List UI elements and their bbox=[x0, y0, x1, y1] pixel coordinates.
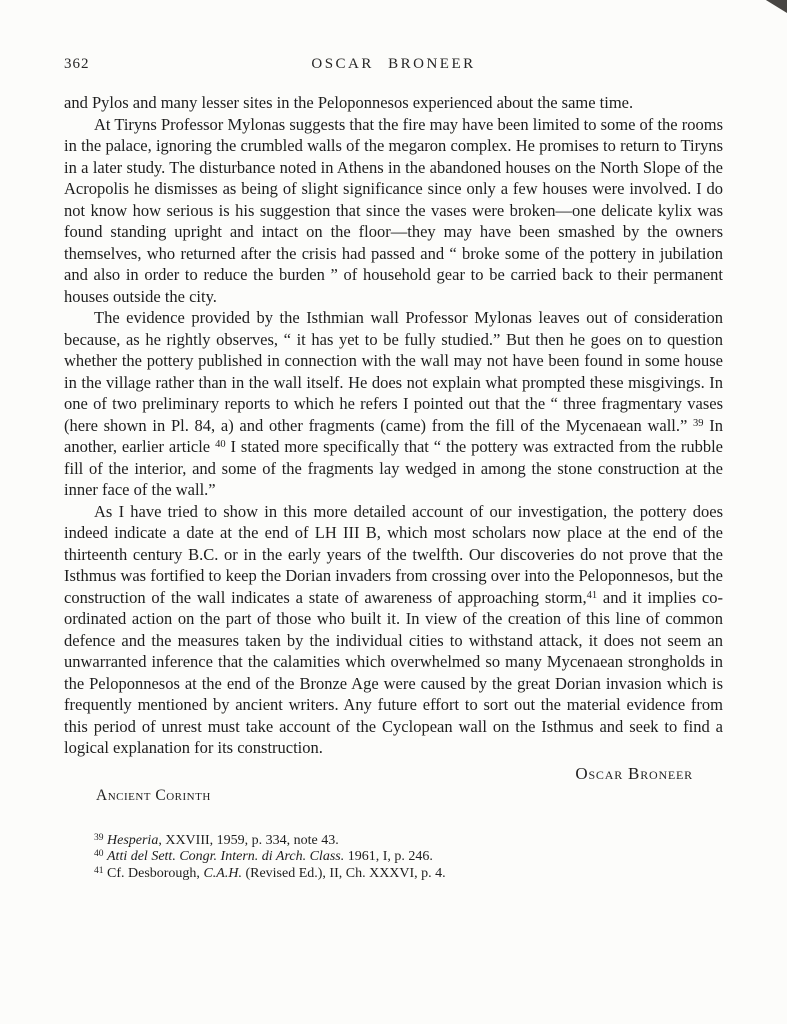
footnote-ref-40: 40 bbox=[215, 439, 226, 450]
paragraph-conclusion bbox=[64, 501, 723, 759]
page-number: 362 bbox=[64, 56, 90, 72]
footnote-italic-title: Hesperia bbox=[107, 832, 159, 848]
paragraph-text: As I have tried to show in this more detailed account of our investigation, the pottery does indeed indicate a date at the end of LH III B, which most scholars now place at the end of the thirteenth century B.C. or in the early years of the twelfth. Our discoveries do not prove that the Isthmus was fortified to keep the Dorian invaders from crossing over into the Peloponnesos, but the construction of the wall indicates a state of awareness of approaching storm, bbox=[64, 501, 723, 607]
footnote-text: (Revised Ed.), II, Ch. XXXVI, p. 4. bbox=[241, 866, 446, 882]
footnote-ref-39: 39 bbox=[693, 417, 704, 429]
footnote-41 bbox=[64, 866, 723, 883]
footnote-39 bbox=[64, 833, 723, 850]
page-content bbox=[64, 56, 723, 883]
footnote-italic-title: Atti del Sett. Congr. Intern. di Arch. Class. bbox=[107, 849, 345, 865]
footnote-40 bbox=[64, 849, 723, 866]
footnote-ref-41: 41 bbox=[586, 589, 598, 601]
author-affiliation: Ancient Corinth bbox=[96, 786, 211, 804]
running-header bbox=[64, 56, 723, 78]
paragraph-text: and it implies co-ordinated action on the part of those who built it. In view of the creation of this line of common defence and the measures taken by the individual cities to withstand attack, it does not seem an unwarranted inference that the calamities which overwhelmed so many Mycenaean strongholds in the Peloponnesos at the end of the Bronze Age were caused by the great Dorian invasion which is frequently mentioned by ancient writers. Any future effort to sort out the material evidence from this period of unrest must take account of the Cyclopean wall on the Isthmus and seek to find a logical explanation for its construction. bbox=[64, 587, 723, 757]
paragraph-tiryns: At Tiryns Professor Mylonas suggests that the fire may have been limited to some of the rooms in the palace, ignoring the crumbled walls of the megaron complex. He promises to return to Tiryns in a later study. The disturbance noted in Athens in the abandoned houses on the North Slope of the Acropolis he dismisses as being of slight significance since only a few houses were involved. I do not know how serious is his suggestion that since the vases were broken—one delicate kylix was found standing upright and intact on the floor—they may have been smashed by the owners themselves, who returned after the crisis had passed and “ broke some of the pottery in jubilation and also in order to reduce the burden ” of household gear to be carried back to their permanent houses outside the city. bbox=[64, 114, 723, 306]
footnote-text: Cf. Desborough, bbox=[103, 866, 204, 882]
scan-corner-artifact bbox=[763, 0, 787, 13]
footnote-marker: 39 bbox=[94, 832, 104, 843]
footnotes-section bbox=[64, 833, 723, 883]
paragraph-text: I stated more specifically that “ the pottery was extracted from the rubble fill of the interior, and some of the fragments lay wedged in among the stone construction at the inner face of the wall.” bbox=[64, 437, 723, 499]
footnote-marker: 41 bbox=[94, 866, 104, 877]
article-body bbox=[64, 92, 723, 759]
footnote-text: , XXVIII, 1959, p. 334, note 43. bbox=[158, 832, 339, 848]
footnote-marker: 40 bbox=[94, 849, 104, 860]
paragraph-text: In another, earlier article bbox=[64, 415, 723, 456]
running-head-title: OSCAR BRONEER bbox=[311, 56, 476, 72]
footnote-italic-title: C.A.H. bbox=[203, 866, 242, 882]
author-signature: Oscar Broneer bbox=[575, 763, 693, 783]
footnote-text: 1961, I, p. 246. bbox=[344, 849, 433, 865]
paragraph-text: The evidence provided by the Isthmian wall Professor Mylonas leaves out of consideration because, as he rightly observes, “ it has yet to be fully studied.” But then he goes on to question whether the pottery published in connection with the wall may not have been found in some house in the village rather than in the wall itself. He does not explain what prompted these misgivings. In one of two preliminary reports to which he refers I pointed out that the “ three fragmentary vases (here shown in Pl. 84, a) and other fragments (came) from the fill of the Mycenaean wall.” bbox=[64, 308, 723, 435]
paragraph-isthmian-wall bbox=[64, 307, 723, 501]
paragraph-continuation: and Pylos and many lesser sites in the Peloponnesos experienced about the same time. bbox=[64, 93, 634, 112]
